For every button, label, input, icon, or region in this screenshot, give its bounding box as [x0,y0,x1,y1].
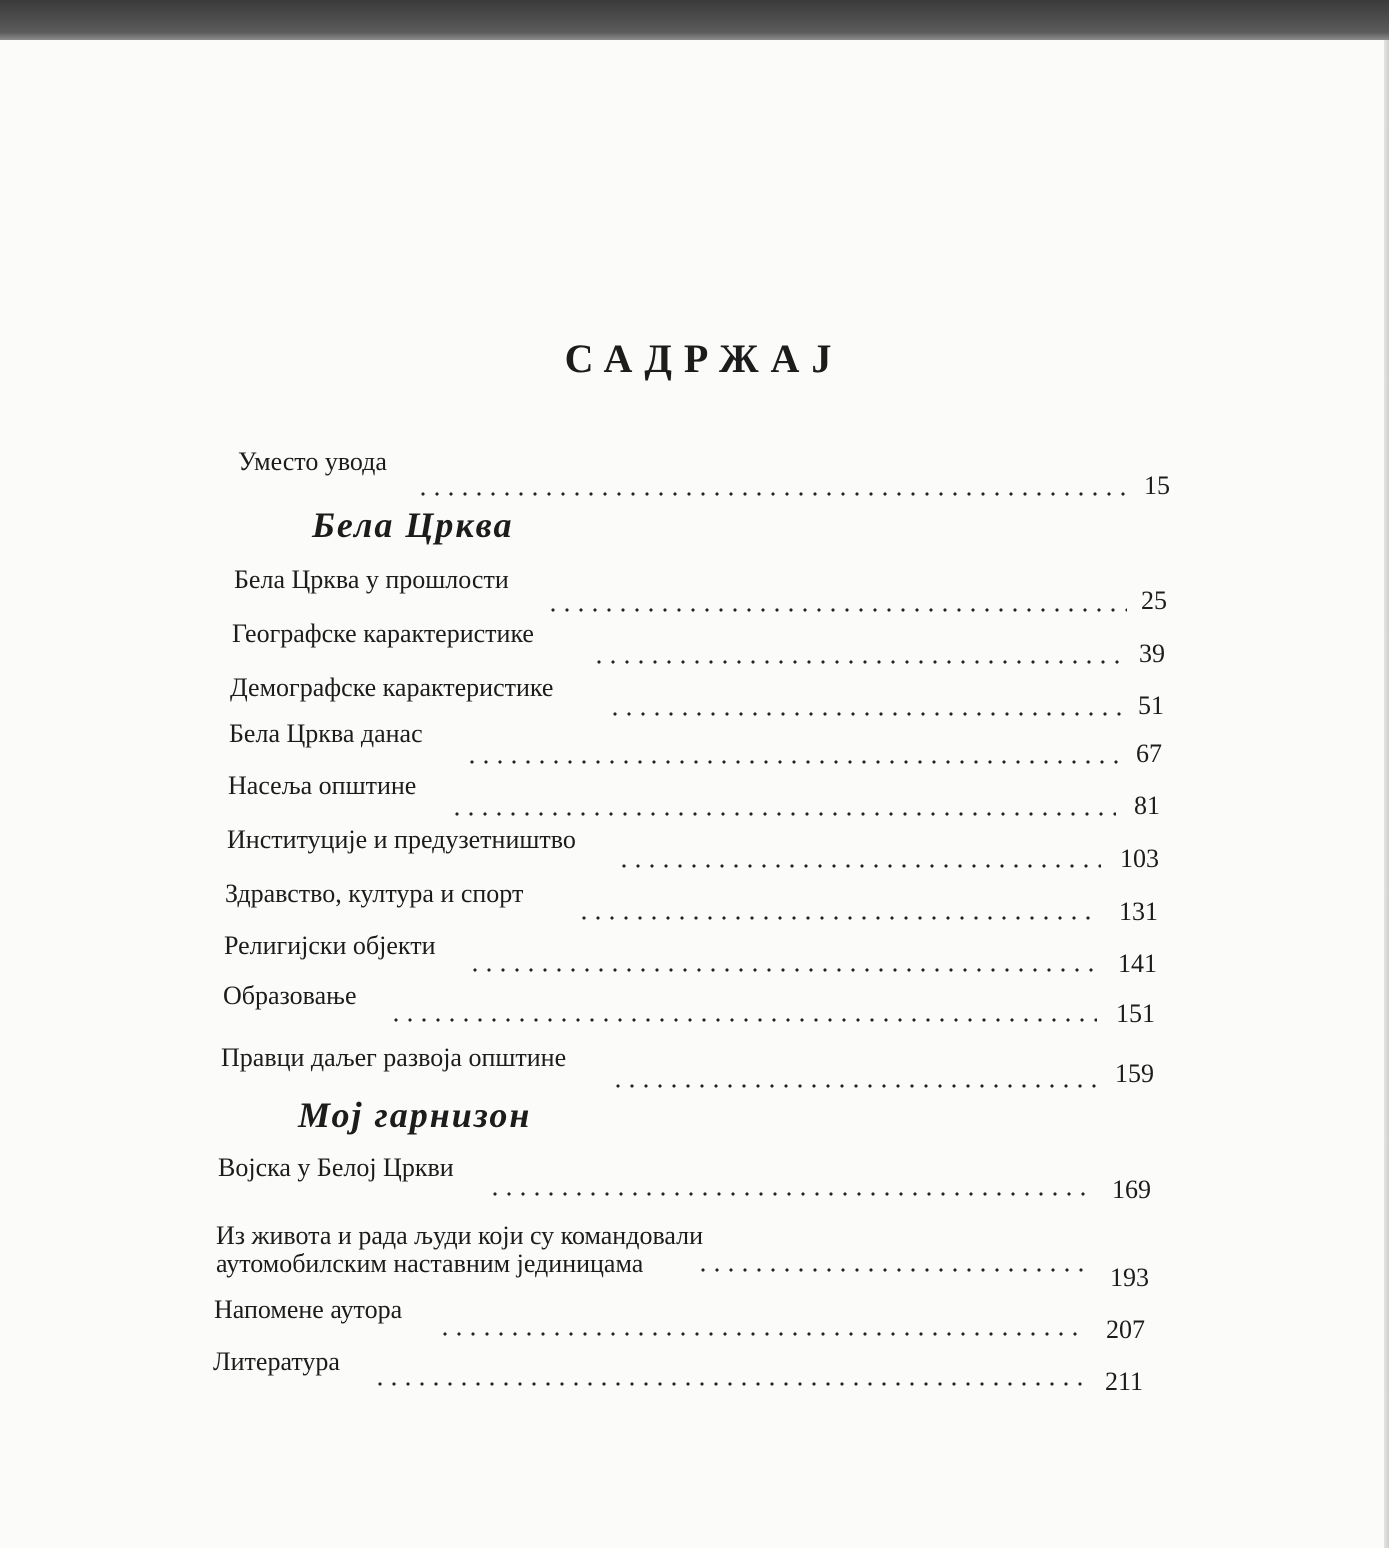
toc-entry-title: Војска у Белој Цркви [218,1153,454,1182]
toc-title: САДРЖАЈ [564,336,844,381]
dot-leader [389,1018,1097,1022]
dot-leader [468,968,1099,972]
section-heading: Бела Црква [312,505,514,545]
toc-entry-title: Из живота и рада људи који су командовали аутомобилским наставним јединицама [216,1221,704,1278]
toc-entry-page: 193 [1110,1263,1149,1292]
toc-entry-page: 51 [1138,691,1164,720]
toc-entry-page: 169 [1112,1175,1151,1204]
dot-leader [438,1332,1087,1336]
toc-entry-page: 81 [1134,791,1160,820]
toc-entry-page: 15 [1144,471,1170,500]
dot-leader [450,812,1116,816]
toc-entry-title: Институције и предузетништво [227,825,576,854]
dot-leader [577,916,1100,920]
toc-entry-title: Географске карактеристике [232,619,534,648]
toc-entry-page: 211 [1104,1367,1143,1396]
section-heading: Мој гарнизон [298,1095,532,1135]
page-right-edge [1384,40,1389,1548]
toc-entry-title: Образовање [223,981,357,1010]
toc-entry-page: 39 [1139,639,1165,668]
toc-entry-title: Здравство, култура и спорт [225,879,524,908]
toc-entry-title: Литература [213,1347,340,1376]
scanner-top-edge [0,0,1389,40]
toc-entry-title: Уместо увода [238,447,387,476]
dot-leader [488,1192,1093,1196]
toc-entry-page: 159 [1115,1059,1154,1088]
toc-entry-page: 67 [1136,739,1162,768]
dot-leader [546,608,1127,612]
toc-entry-title: Насеља општине [228,771,417,800]
dot-leader [608,712,1124,716]
toc-entry [213,1348,1143,1420]
dot-leader [592,660,1123,664]
toc-entry [218,1154,1151,1226]
dot-leader [617,864,1101,868]
dot-leader [373,1382,1085,1386]
toc-entry-title: Напомене аутора [214,1295,403,1324]
toc-entry-title: Демографске карактеристике [230,673,554,702]
toc-entry-page: 131 [1119,897,1158,926]
toc-entry-page: 151 [1116,999,1155,1028]
toc-entry-page: 103 [1120,844,1159,873]
toc-entry-title: Бела Црква данас [229,719,423,748]
toc-entry-page: 25 [1141,586,1167,615]
toc-entry-title: Религијски објекти [224,931,436,960]
toc-entry-page: 141 [1118,949,1157,978]
dot-leader [611,1084,1096,1088]
toc-entry-page: 207 [1106,1315,1145,1344]
toc-entry-title: Бела Црква у прошлости [234,565,509,594]
toc-entry-title: Правци даљег развоја општине [221,1043,567,1072]
dot-leader [416,492,1130,496]
dot-leader [465,760,1120,764]
dot-leader [696,1268,1091,1272]
